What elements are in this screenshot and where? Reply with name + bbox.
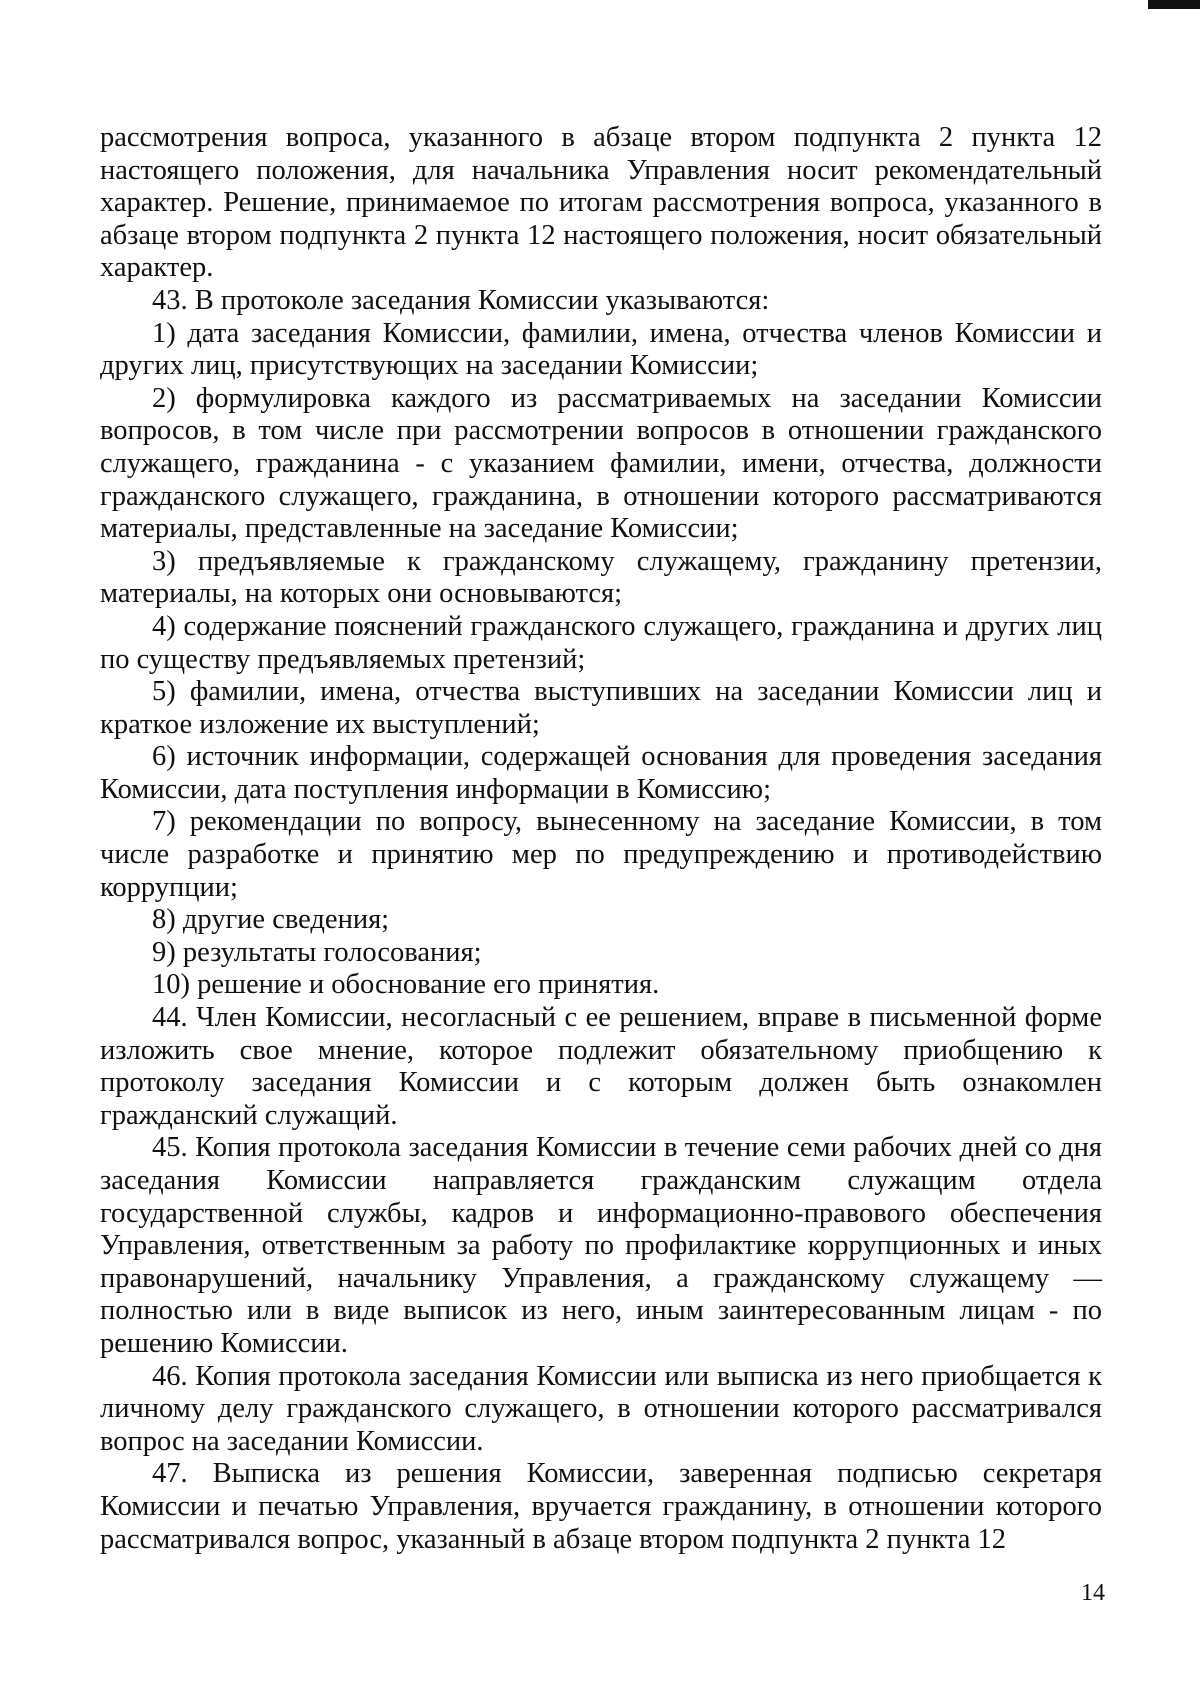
paragraph-continuation: рассмотрения вопроса, указанного в абзаце втором подпункта 2 пункта 12 настоящего положения, для начальника Управления носит рекомендательный характер. Решение, принимаемое по итогам рассмотрения вопроса, указанного в абзаце втором подпункта 2 пункта 12 настоящего положения, носит обязательный характер. [100,122,1102,284]
list-item-10: 10) решение и обоснование его принятия. [152,969,660,1001]
paragraph-45: 45. Копия протокола заседания Комиссии в течение семи рабочих дней со дня заседания Комиссии направляется гражданским служащим отдела государственной службы, кадров и информационно-правового обеспечения Управления, ответственным за работу по профилактике коррупционных и иных правонарушений, начальнику Управления, а гражданскому служащему — полностью или в виде выписок из него, иным заинтересованным лицам - по решению Комиссии. [100,1132,1102,1359]
scan-edge-mark [1148,0,1200,9]
list-item-6: 6) источник информации, содержащей основания для проведения заседания Комиссии, дата поступления информации в Комиссию; [100,741,1102,805]
list-item-5: 5) фамилии, имена, отчества выступивших на заседании Комиссии лиц и краткое изложение их выступлений; [100,676,1102,740]
document-page [100,122,1102,1556]
list-item-9: 9) результаты голосования; [152,936,482,968]
list-item-2: 2) формулировка каждого из рассматриваемых на заседании Комиссии вопросов, в том числе при рассмотрении вопросов в отношении гражданского служащего, гражданина - с указанием фамилии, имени, отчества, должности гражданского служащего, гражданина, в отношении которого рассматриваются материалы, представленные на заседание Комиссии; [100,382,1102,545]
list-item-3: 3) предъявляемые к гражданскому служащему, гражданину претензии, материалы, на которых они основываются; [100,545,1102,610]
page-number: 14 [1081,1580,1105,1606]
list-item-8: 8) другие сведения; [152,904,390,936]
list-item-7: 7) рекомендации по вопросу, вынесенному на заседание Комиссии, в том числе разработке и принятию мер по предупреждению и противодействию коррупции; [100,806,1102,903]
paragraph-47: 47. Выписка из решения Комиссии, заверенная подписью секретаря Комиссии и печатью Управления, вручается гражданину, в отношении которого рассматривался вопрос, указанный в абзаце втором подпункта 2 пункта 12 [100,1458,1102,1555]
paragraph-46: 46. Копия протокола заседания Комиссии или выписка из него приобщается к личному делу гражданского служащего, в отношении которого рассматривался вопрос на заседании Комиссии. [100,1360,1102,1457]
list-item-4: 4) содержание пояснений гражданского служащего, гражданина и других лиц по существу предъявляемых претензий; [100,610,1102,675]
paragraph-44: 44. Член Комиссии, несогласный с ее решением, вправе в письменной форме изложить свое мнение, которое подлежит обязательному приобщению к протоколу заседания Комиссии и с которым должен быть ознакомлен гражданский служащий. [100,1002,1102,1131]
list-item-1: 1) дата заседания Комиссии, фамилии, имена, отчества членов Комиссии и других лиц, присутствующих на заседании Комиссии; [100,317,1102,382]
paragraph-43: 43. В протоколе заседания Комиссии указываются: [152,284,770,316]
